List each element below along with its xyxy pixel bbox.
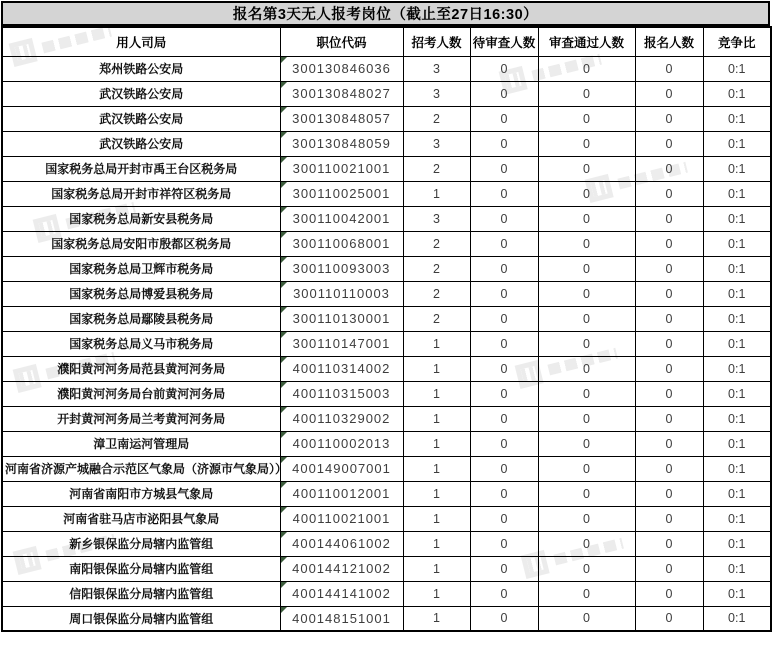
pending-cell: 0 [470,231,538,256]
table-row [2,206,771,231]
dept-cell: 国家税务总局开封市禹王台区税务局 [2,156,280,181]
ratio-cell: 0:1 [703,431,771,456]
ratio-cell: 0:1 [703,81,771,106]
recruit-cell: 1 [403,431,470,456]
dept-cell: 周口银保监分局辖内监管组 [2,606,280,631]
applicants-cell: 0 [635,106,703,131]
code-cell: 300130848057 [280,106,403,131]
ratio-cell: 0:1 [703,331,771,356]
table-row [2,106,771,131]
applicants-cell: 0 [635,231,703,256]
table-row [2,331,771,356]
ratio-cell: 0:1 [703,281,771,306]
dept-cell: 郑州铁路公安局 [2,56,280,81]
approved-cell: 0 [538,256,635,281]
applicants-cell: 0 [635,331,703,356]
code-cell: 300110025001 [280,181,403,206]
ratio-cell: 0:1 [703,106,771,131]
approved-cell: 0 [538,181,635,206]
dept-cell: 国家税务总局义马市税务局 [2,331,280,356]
approved-cell: 0 [538,606,635,631]
pending-cell: 0 [470,131,538,156]
pending-cell: 0 [470,606,538,631]
approved-cell: 0 [538,381,635,406]
recruit-cell: 3 [403,131,470,156]
pending-cell: 0 [470,456,538,481]
applicants-cell: 0 [635,131,703,156]
table-row [2,431,771,456]
table-row [2,481,771,506]
ratio-cell: 0:1 [703,506,771,531]
applicants-cell: 0 [635,406,703,431]
ratio-cell: 0:1 [703,606,771,631]
approved-cell: 0 [538,206,635,231]
approved-cell: 0 [538,331,635,356]
recruit-cell: 1 [403,381,470,406]
ratio-cell: 0:1 [703,131,771,156]
pending-cell: 0 [470,181,538,206]
table-row [2,281,771,306]
ratio-cell: 0:1 [703,381,771,406]
table-row [2,231,771,256]
dept-cell: 信阳银保监分局辖内监管组 [2,581,280,606]
table-row [2,406,771,431]
ratio-cell: 0:1 [703,406,771,431]
code-cell: 300110042001 [280,206,403,231]
dept-cell: 濮阳黄河河务局台前黄河河务局 [2,381,280,406]
applicants-cell: 0 [635,281,703,306]
code-cell: 300110021001 [280,156,403,181]
table-row [2,581,771,606]
positions-table [1,26,772,632]
approved-cell: 0 [538,531,635,556]
applicants-cell: 0 [635,306,703,331]
recruit-cell: 2 [403,281,470,306]
ratio-cell: 0:1 [703,206,771,231]
ratio-cell: 0:1 [703,256,771,281]
header-applicants: 报名人数 [635,27,703,56]
table-body [2,56,771,631]
approved-cell: 0 [538,506,635,531]
dept-cell: 武汉铁路公安局 [2,106,280,131]
pending-cell: 0 [470,481,538,506]
recruit-cell: 2 [403,156,470,181]
dept-cell: 武汉铁路公安局 [2,81,280,106]
recruit-cell: 1 [403,531,470,556]
table-row [2,181,771,206]
applicants-cell: 0 [635,556,703,581]
table-row [2,456,771,481]
approved-cell: 0 [538,431,635,456]
recruit-cell: 2 [403,306,470,331]
code-cell: 300110110003 [280,281,403,306]
recruit-cell: 3 [403,81,470,106]
dept-cell: 河南省济源产城融合示范区气象局（济源市气象局）） [2,456,280,481]
dept-cell: 新乡银保监分局辖内监管组 [2,531,280,556]
pending-cell: 0 [470,531,538,556]
recruit-cell: 1 [403,606,470,631]
approved-cell: 0 [538,356,635,381]
code-cell: 300110093003 [280,256,403,281]
pending-cell: 0 [470,431,538,456]
approved-cell: 0 [538,456,635,481]
approved-cell: 0 [538,556,635,581]
dept-cell: 国家税务总局卫辉市税务局 [2,256,280,281]
code-cell: 400144141002 [280,581,403,606]
applicants-cell: 0 [635,256,703,281]
pending-cell: 0 [470,256,538,281]
approved-cell: 0 [538,581,635,606]
approved-cell: 0 [538,156,635,181]
code-cell: 400149007001 [280,456,403,481]
pending-cell: 0 [470,281,538,306]
ratio-cell: 0:1 [703,531,771,556]
dept-cell: 国家税务总局新安县税务局 [2,206,280,231]
pending-cell: 0 [470,506,538,531]
code-cell: 400110315003 [280,381,403,406]
table-row [2,506,771,531]
table-row [2,256,771,281]
recruit-cell: 1 [403,506,470,531]
recruit-cell: 1 [403,356,470,381]
dept-cell: 濮阳黄河河务局范县黄河河务局 [2,356,280,381]
pending-cell: 0 [470,406,538,431]
ratio-cell: 0:1 [703,456,771,481]
code-cell: 400144061002 [280,531,403,556]
recruit-cell: 1 [403,406,470,431]
approved-cell: 0 [538,56,635,81]
applicants-cell: 0 [635,181,703,206]
approved-cell: 0 [538,281,635,306]
dept-cell: 开封黄河河务局兰考黄河河务局 [2,406,280,431]
code-cell: 300130848027 [280,81,403,106]
header-row [2,27,771,56]
header-pending: 待审查人数 [470,27,538,56]
approved-cell: 0 [538,481,635,506]
code-cell: 400110329002 [280,406,403,431]
recruit-cell: 2 [403,231,470,256]
recruit-cell: 1 [403,456,470,481]
code-cell: 300110147001 [280,331,403,356]
applicants-cell: 0 [635,206,703,231]
ratio-cell: 0:1 [703,181,771,206]
ratio-cell: 0:1 [703,231,771,256]
dept-cell: 国家税务总局鄢陵县税务局 [2,306,280,331]
pending-cell: 0 [470,156,538,181]
code-cell: 400148151001 [280,606,403,631]
code-cell: 400110012001 [280,481,403,506]
report-sheet [1,1,770,632]
applicants-cell: 0 [635,381,703,406]
pending-cell: 0 [470,356,538,381]
code-cell: 400144121002 [280,556,403,581]
pending-cell: 0 [470,306,538,331]
pending-cell: 0 [470,106,538,131]
applicants-cell: 0 [635,56,703,81]
code-cell: 300130848059 [280,131,403,156]
table-row [2,156,771,181]
recruit-cell: 2 [403,256,470,281]
applicants-cell: 0 [635,606,703,631]
code-cell: 400110314002 [280,356,403,381]
recruit-cell: 1 [403,181,470,206]
dept-cell: 南阳银保监分局辖内监管组 [2,556,280,581]
applicants-cell: 0 [635,356,703,381]
code-cell: 400110002013 [280,431,403,456]
table-row [2,381,771,406]
header-dept: 用人司局 [2,27,280,56]
approved-cell: 0 [538,81,635,106]
dept-cell: 武汉铁路公安局 [2,131,280,156]
ratio-cell: 0:1 [703,556,771,581]
ratio-cell: 0:1 [703,581,771,606]
code-cell: 300110068001 [280,231,403,256]
page-title: 报名第3天无人报考岗位（截止至27日16:30） [1,1,770,26]
recruit-cell: 1 [403,581,470,606]
applicants-cell: 0 [635,481,703,506]
dept-cell: 国家税务总局博爱县税务局 [2,281,280,306]
table-row [2,356,771,381]
table-row [2,56,771,81]
applicants-cell: 0 [635,531,703,556]
code-cell: 400110021001 [280,506,403,531]
approved-cell: 0 [538,231,635,256]
applicants-cell: 0 [635,506,703,531]
dept-cell: 国家税务总局开封市祥符区税务局 [2,181,280,206]
pending-cell: 0 [470,381,538,406]
approved-cell: 0 [538,406,635,431]
header-recruit: 招考人数 [403,27,470,56]
pending-cell: 0 [470,331,538,356]
pending-cell: 0 [470,556,538,581]
code-cell: 300110130001 [280,306,403,331]
table-row [2,606,771,631]
ratio-cell: 0:1 [703,306,771,331]
ratio-cell: 0:1 [703,156,771,181]
applicants-cell: 0 [635,81,703,106]
pending-cell: 0 [470,206,538,231]
recruit-cell: 3 [403,206,470,231]
code-cell: 300130846036 [280,56,403,81]
pending-cell: 0 [470,56,538,81]
applicants-cell: 0 [635,581,703,606]
dept-cell: 河南省南阳市方城县气象局 [2,481,280,506]
pending-cell: 0 [470,581,538,606]
table-row [2,556,771,581]
ratio-cell: 0:1 [703,481,771,506]
dept-cell: 河南省驻马店市泌阳县气象局 [2,506,280,531]
ratio-cell: 0:1 [703,356,771,381]
recruit-cell: 1 [403,481,470,506]
approved-cell: 0 [538,131,635,156]
pending-cell: 0 [470,81,538,106]
applicants-cell: 0 [635,156,703,181]
recruit-cell: 1 [403,556,470,581]
dept-cell: 漳卫南运河管理局 [2,431,280,456]
table-row [2,306,771,331]
dept-cell: 国家税务总局安阳市殷都区税务局 [2,231,280,256]
approved-cell: 0 [538,106,635,131]
recruit-cell: 2 [403,106,470,131]
recruit-cell: 3 [403,56,470,81]
header-code: 职位代码 [280,27,403,56]
applicants-cell: 0 [635,456,703,481]
approved-cell: 0 [538,306,635,331]
applicants-cell: 0 [635,431,703,456]
header-ratio: 竞争比 [703,27,771,56]
recruit-cell: 1 [403,331,470,356]
table-row [2,531,771,556]
header-approved: 审查通过人数 [538,27,635,56]
ratio-cell: 0:1 [703,56,771,81]
table-row [2,81,771,106]
table-row [2,131,771,156]
